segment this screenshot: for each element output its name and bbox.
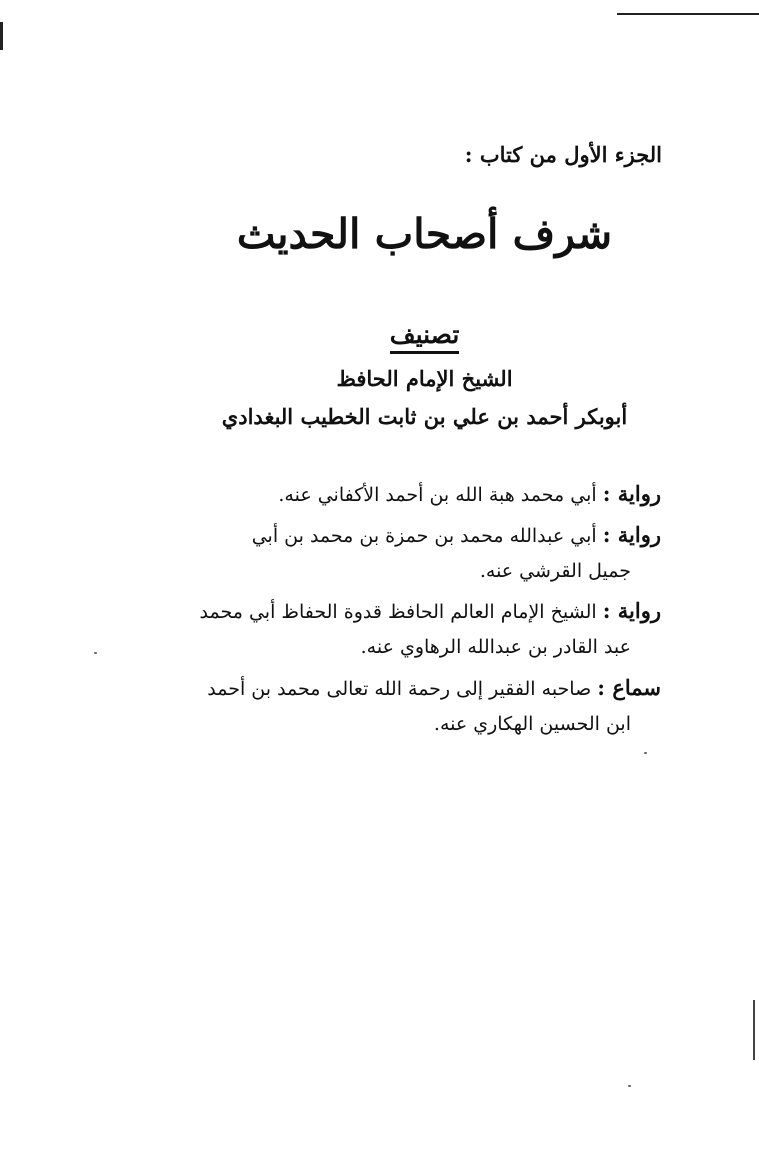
transmission-label: سماع : [597,675,661,700]
transmission-entry [161,670,661,742]
transmission-label: رواية : [602,481,661,506]
book-title: شرف أصحاب الحديث [236,210,613,258]
scan-speck [628,1085,631,1087]
left-edge-mark [0,22,3,50]
transmission-continuation: جميل القرشي عنه. [479,560,631,582]
transmission-entry [161,476,661,513]
transmission-continuation: عبد القادر بن عبدالله الرهاوي عنه. [360,636,631,658]
part-of-book-label: الجزء الأول من كتاب : [464,142,662,167]
author-name: أبوبكر أحمد بن علي بن ثابت الخطيب البغدادي [221,404,628,429]
transmission-text: أبي محمد هبة الله بن أحمد الأكفاني عنه. [278,484,597,506]
transmission-text: صاحبه الفقير إلى رحمة الله تعالى محمد بن أحمد [207,678,592,700]
composition-label: تصنيف [390,320,460,354]
scan-speck [644,752,647,754]
scan-speck [94,652,97,654]
transmission-label: رواية : [602,598,661,623]
right-edge-mark [753,1000,755,1060]
transmission-label: رواية : [602,522,661,547]
top-rule-line [617,13,759,15]
author-titles: الشيخ الإمام الحافظ [336,366,513,391]
transmission-text: أبي عبدالله محمد بن حمزة بن محمد بن أبي [251,525,597,547]
composition-heading [0,320,759,349]
transmission-entry [161,517,661,589]
transmission-text: الشيخ الإمام العالم الحافظ قدوة الحفاظ أبي محمد [199,601,597,623]
transmission-continuation: ابن الحسين الهكاري عنه. [433,713,631,735]
transmission-entry [161,593,661,665]
